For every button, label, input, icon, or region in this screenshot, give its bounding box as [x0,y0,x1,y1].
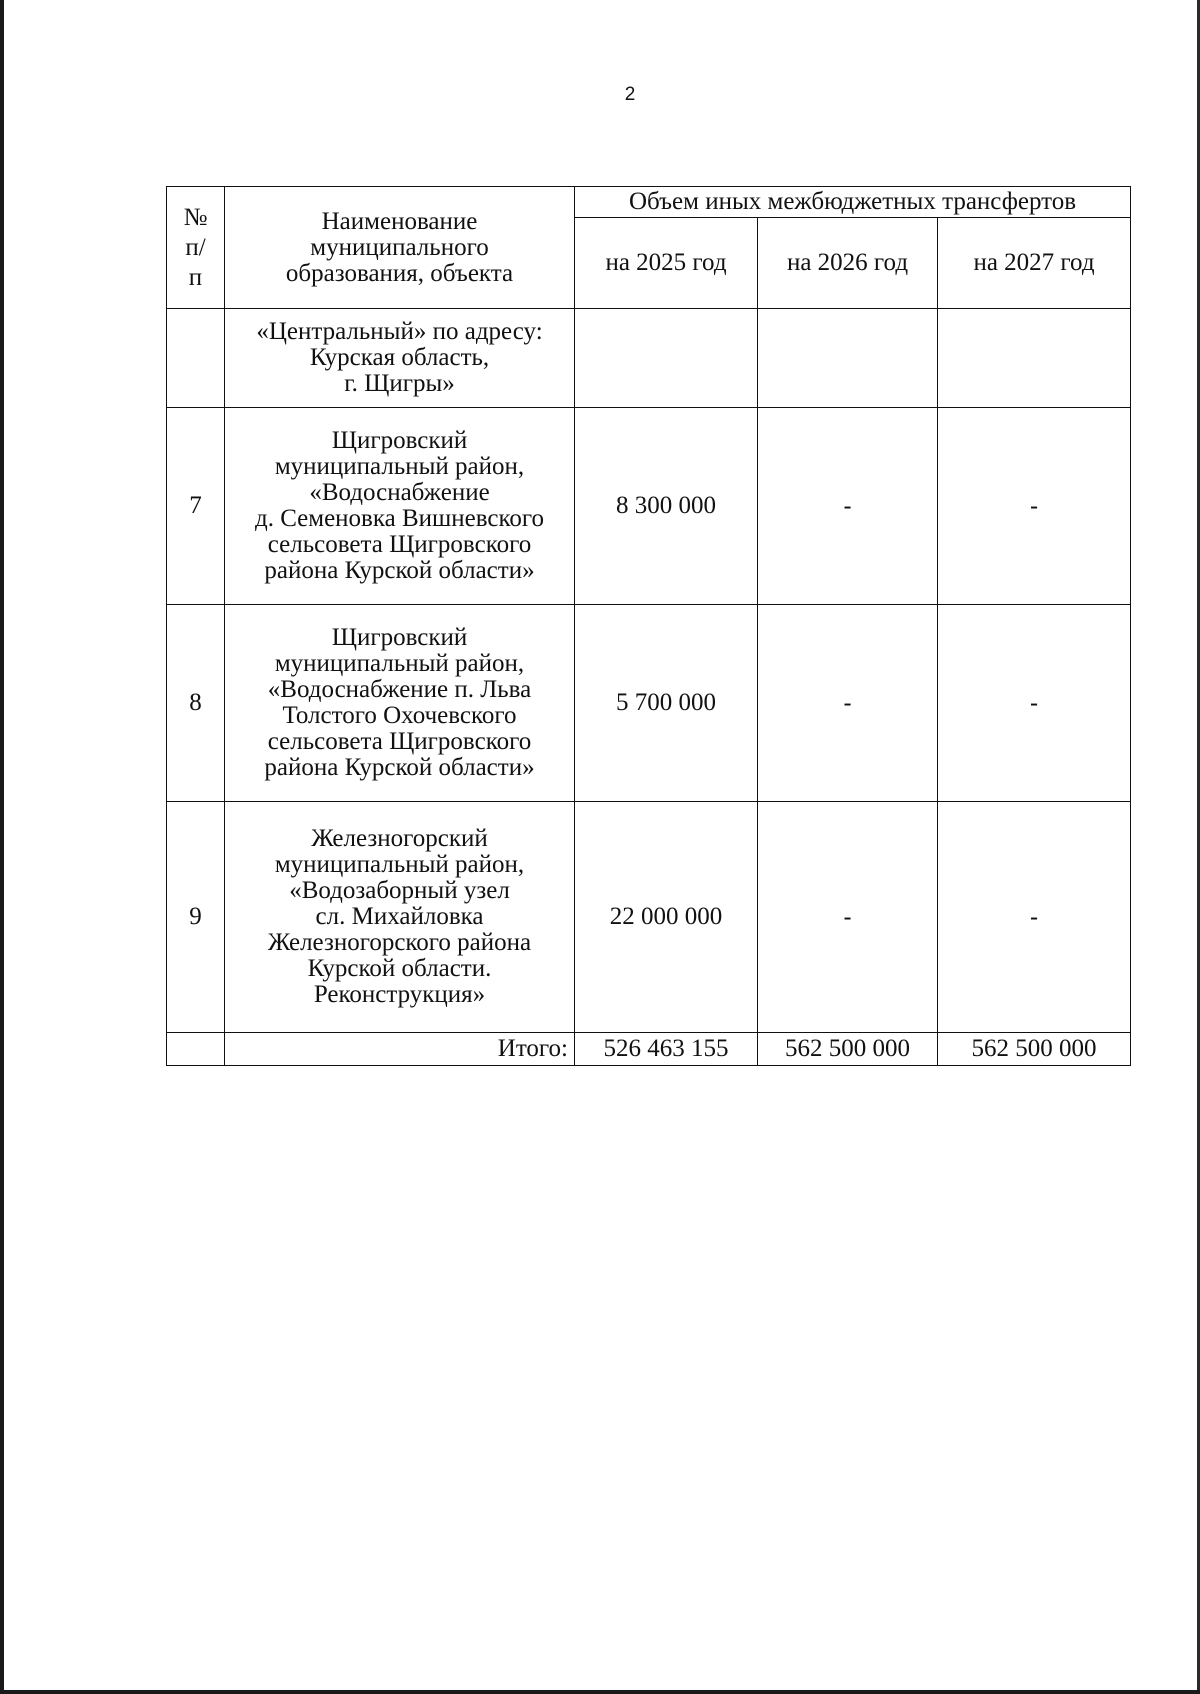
row-value-2027 [938,309,1131,408]
row-num: 7 [167,408,225,605]
row-value-2027: - [938,408,1131,605]
row-value-2027: - [938,605,1131,802]
total-value-2026: 562 500 000 [758,1033,938,1066]
row-name: Щигровский муниципальный район, «Водоснабжение д. Семеновка Вишневского сельсовета Щигровского района Курской области» [225,408,575,605]
row-value-2026: - [758,605,938,802]
page-number: 2 [624,84,636,105]
table-row [167,408,1131,605]
table-row [167,802,1131,1033]
row-value-2026: - [758,802,938,1033]
total-value-2025: 526 463 155 [575,1033,758,1066]
row-name: Щигровский муниципальный район, «Водоснабжение п. Льва Толстого Охочевского сельсовета Щигровского района Курской области» [225,605,575,802]
transfers-table [166,186,1131,1066]
scan-edge-left [0,0,4,1694]
row-value-2026 [758,309,938,408]
row-num [167,309,225,408]
header-name: Наименование муниципального образования, объекта [225,187,575,309]
table-row [167,605,1131,802]
row-value-2025: 22 000 000 [575,802,758,1033]
header-num: № п/ п [167,187,225,309]
row-value-2025: 8 300 000 [575,408,758,605]
total-value-2027: 562 500 000 [938,1033,1131,1066]
row-name: Железногорский муниципальный район, «Водозаборный узел сл. Михайловка Железногорского района Курской области. Реконструкция» [225,802,575,1033]
row-value-2027: - [938,802,1131,1033]
header-year-2026: на 2026 год [758,218,938,309]
header-group: Объем иных межбюджетных трансфертов [575,187,1131,218]
row-value-2025: 5 700 000 [575,605,758,802]
total-label: Итого: [225,1033,575,1066]
header-year-2025: на 2025 год [575,218,758,309]
row-num: 9 [167,802,225,1033]
row-name: «Центральный» по адресу: Курская область, г. Щигры» [225,309,575,408]
row-value-2026: - [758,408,938,605]
header-year-2027: на 2027 год [938,218,1131,309]
row-value-2025 [575,309,758,408]
total-num [167,1033,225,1066]
table-row [167,309,1131,408]
row-num: 8 [167,605,225,802]
scan-edge-bottom [0,1690,1200,1694]
total-row [167,1033,1131,1066]
